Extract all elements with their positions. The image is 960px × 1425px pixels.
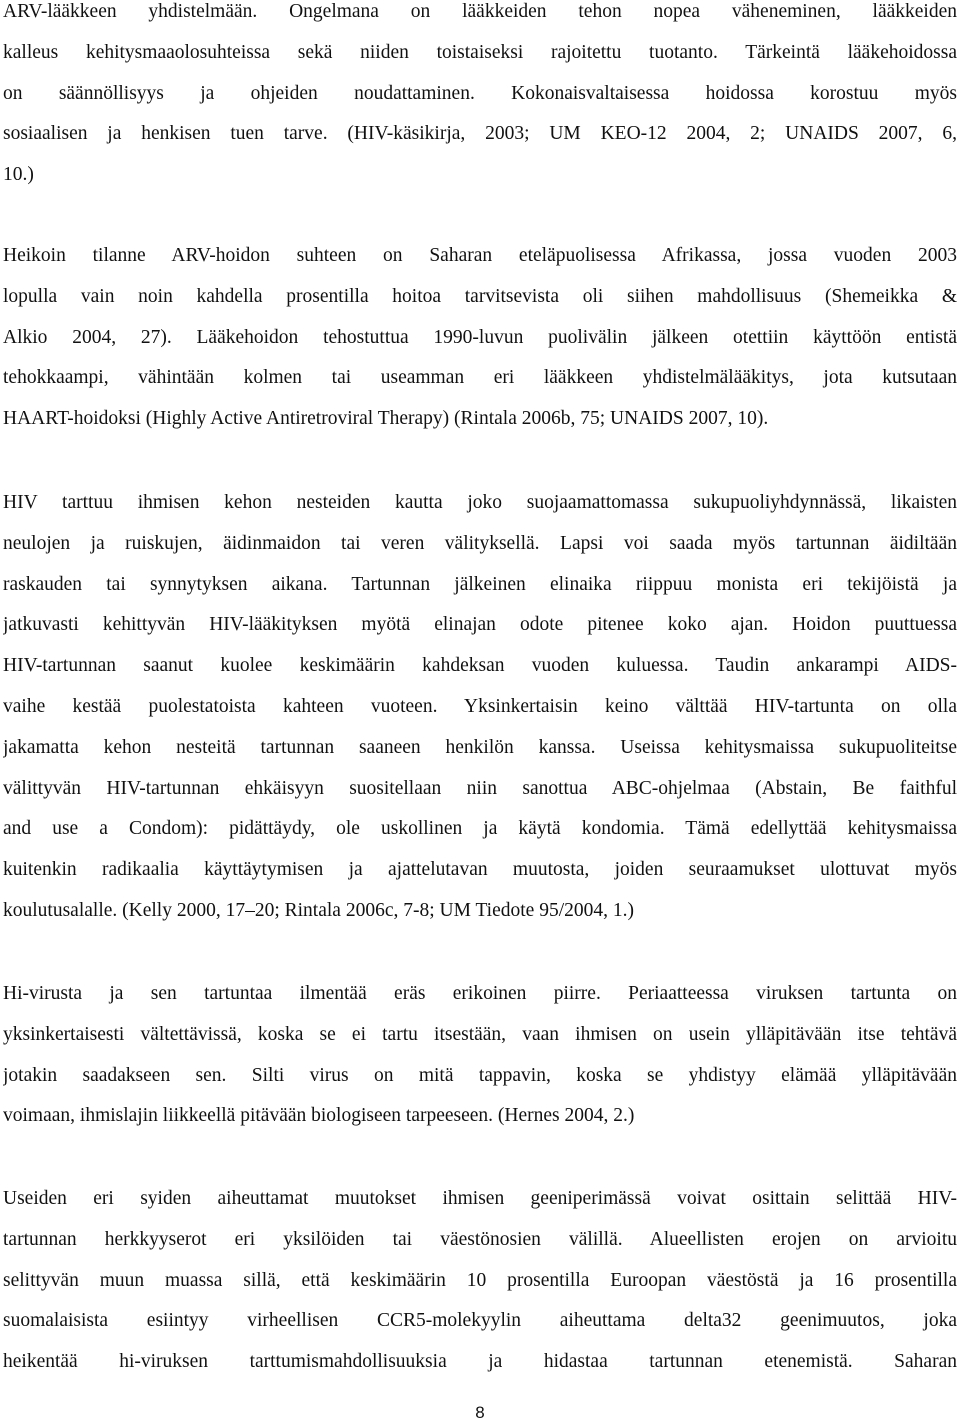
paragraph-arv-treatment [3,0,957,196]
text-line: and use a Condom): pidättäydy, ole uskollinen ja käytä kondomia. Tämä edellyttää kehitysmaissa [3,818,957,840]
page-number: 8 [475,1403,485,1422]
text-line: HAART-hoidoksi (Highly Active Antiretroviral Therapy) (Rintala 2006b, 75; UNAIDS 2007, 10). [3,408,769,430]
text-line: 10.) [3,164,34,186]
paragraph-virus-feature [3,974,957,1137]
text-line: Alkio 2004, 27). Lääkehoidon tehostuttua 1990-luvun puolivälin jälkeen otettiin käyttöön entistä [3,326,957,348]
paragraph-haart [3,236,957,440]
text-line: selittyvän muun muassa sillä, että keskimäärin 10 prosentilla Euroopan väestöstä ja 16 prosentilla [3,1269,957,1291]
text-line: suomalaisista esiintyy virheellisen CCR5-molekyylin aiheuttama delta32 geenimuutos, joka [3,1310,957,1332]
text-line: ARV-lääkkeen yhdistelmään. Ongelmana on lääkkeiden tehon nopea väheneminen, lääkkeiden [3,1,957,22]
text-line: neulojen ja ruiskujen, äidinmaidon tai veren välityksellä. Lapsi voi saada myös tartunnan äidiltään [3,532,957,554]
text-line: lopulla vain noin kahdella prosentilla hoitoa tarvitsevista oli siihen mahdollisuus (Shemeikka & [3,285,957,307]
text-line: Hi-virusta ja sen tartuntaa ilmentää eräs erikoinen piirre. Periaatteessa viruksen tartunta on [3,983,957,1004]
text-line: koulutusalalle. (Kelly 2000, 17–20; Rintala 2006c, 7-8; UM Tiedote 95/2004, 1.) [3,899,634,921]
text-line: välittyvän HIV-tartunnan ehkäisyyn suositellaan niin sanottua ABC-ohjelmaa (Abstain, Be faithful [3,777,957,799]
text-line: on säännöllisyys ja ohjeiden noudattaminen. Kokonaisvaltaisessa hoidossa korostuu myös [3,82,957,104]
text-line: voimaan, ihmislajin liikkeellä pitävään biologiseen tarpeeseen. (Hernes 2004, 2.) [3,1105,635,1127]
text-line: heikentää hi-viruksen tarttumismahdollisuuksia ja hidastaa tartunnan etenemistä. Saharan [3,1351,957,1373]
paragraph-hiv-transmission [3,483,957,932]
text-line: kalleus kehitysmaaolosuhteissa sekä niiden toistaiseksi rajoitettu tuotanto. Tärkeintä lääkehoidossa [3,41,957,63]
text-line: kuitenkin radikaalia käyttäytymisen ja ajattelutavan muutosta, joiden seuraamukset ulottuvat myös [3,859,957,881]
text-line: tartunnan herkkyyserot eri yksilöiden tai väestönosien välillä. Alueellisten erojen on arvioitu [3,1228,957,1250]
text-line: raskauden tai synnytyksen aikana. Tartunnan jälkeinen elinaika riippuu monista eri tekijöistä ja [3,573,957,595]
text-line: jatkuvasti kehittyvän HIV-lääkityksen myötä elinajan odote pitenee koko ajan. Hoidon puuttuessa [3,614,957,636]
text-line: vaihe kestää puolestatoista kahteen vuoteen. Yksinkertaisin keino välttää HIV-tartunta on olla [3,695,957,717]
text-line: Useiden eri syiden aiheuttamat muutokset ihmisen geeniperimässä voivat osittain selittää HIV- [3,1188,957,1209]
text-line: HIV tarttuu ihmisen kehon nesteiden kautta joko suojaamattomassa sukupuoliyhdynnässä, likaisten [3,492,957,513]
text-line: HIV-tartunnan saanut kuolee keskimäärin kahdeksan vuoden kuluessa. Taudin ankarampi AIDS- [3,655,957,677]
text-line: tehokkaampi, vähintään kolmen tai useamman eri lääkkeen yhdistelmälääkitys, jota kutsutaan [3,367,957,389]
paragraph-genetic-factors [3,1179,957,1383]
text-line: jakamatta kehon nesteitä tartunnan saaneen henkilön kanssa. Useissa kehitysmaissa sukupuoliteitse [3,736,957,758]
text-line: yksinkertaisesti vältettävissä, koska se ei tartu itsestään, vaan ihmisen on usein ylläpitävään itse tehtävä [3,1023,957,1045]
text-line: Heikoin tilanne ARV-hoidon suhteen on Saharan eteläpuolisessa Afrikassa, jossa vuoden 2003 [3,245,957,266]
text-line: sosiaalisen ja henkisen tuen tarve. (HIV-käsikirja, 2003; UM KEO-12 2004, 2; UNAIDS 2007, 6, [3,123,957,145]
text-line: jotakin saadakseen sen. Silti virus on mitä tappavin, koska se yhdistyy elämää ylläpitävään [3,1064,957,1086]
